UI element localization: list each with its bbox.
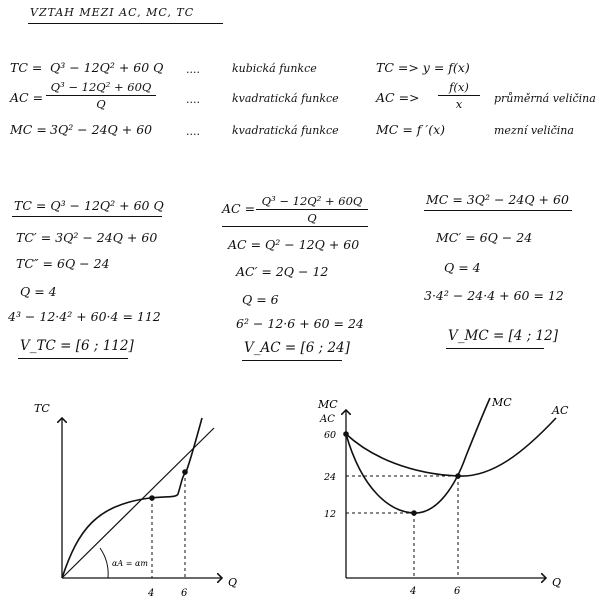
col-tc-line-4: 4³ − 12·4² + 60·4 = 112	[8, 309, 161, 324]
col-ac-line-2: AC′ = 2Q − 12	[236, 264, 329, 279]
graph-mcac-point-60	[343, 431, 349, 437]
graph-tc-angle-arc	[100, 548, 108, 578]
col-ac-line-1: AC = Q² − 12Q + 60	[228, 237, 360, 252]
graph-tc-angle-label: αA = αm	[112, 559, 148, 568]
def-ac-map-denominator: x	[455, 97, 463, 111]
graph-tc-x-label: Q	[228, 576, 238, 589]
graph-mc-ac	[317, 396, 569, 597]
def-ac-desc: kvadratická funkce	[232, 92, 339, 105]
graph-tc	[34, 402, 237, 599]
graph-mcac-x-label: Q	[552, 576, 562, 589]
graph-tc-x-tick-4: 4	[148, 588, 155, 599]
graph-tc-curve	[62, 418, 202, 578]
graph-mcac-y-tick-60: 60	[324, 430, 337, 441]
col-tc-line-2: TC″ = 6Q − 24	[16, 256, 110, 271]
graph-mcac-y-tick-24: 24	[324, 472, 337, 483]
graph-mcac-y-label-ac: AC	[320, 414, 335, 425]
page-title: VZTAH MEZI AC, MC, TC	[30, 6, 195, 19]
graph-mc-curve	[346, 398, 490, 513]
col-tc-head: TC = Q³ − 12Q² + 60 Q	[14, 198, 164, 213]
graph-mcac-y-label-mc: MC	[318, 398, 338, 411]
graph-ac-min-point	[455, 473, 461, 479]
col-mc-line-2: Q = 4	[444, 260, 481, 275]
graph-ac-curve	[346, 418, 556, 476]
def-ac-map-lhs: AC =>	[376, 90, 420, 105]
graph-mcac-x-tick-6: 6	[454, 586, 461, 597]
def-ac-lhs: AC =	[10, 90, 44, 105]
def-ac-dots: ....	[186, 93, 200, 106]
def-tc-map: TC => y = f(x)	[376, 60, 470, 75]
col-ac-head-lhs: AC =	[222, 201, 256, 216]
graph-tc-x-tick-6: 6	[181, 588, 188, 599]
def-mc-formula: 3Q² − 24Q + 60	[50, 122, 153, 137]
col-ac-result: V_AC = [6 ; 24]	[244, 340, 350, 356]
graph-tc-point-tangent	[182, 469, 188, 475]
def-tc-formula: Q³ − 12Q² + 60 Q	[50, 60, 164, 75]
def-mc-lhs: MC =	[10, 122, 47, 137]
graph-tc-point-inflection	[149, 495, 155, 501]
col-tc-line-3: Q = 4	[20, 284, 57, 299]
col-mc-result: V_MC = [4 ; 12]	[448, 328, 558, 344]
graph-mcac-y-tick-12: 12	[324, 509, 337, 520]
graph-tc-y-label: TC	[34, 402, 50, 415]
col-ac-line-3: Q = 6	[242, 292, 279, 307]
def-mc-dots: ....	[186, 125, 200, 138]
def-ac-numerator: Q³ − 12Q² + 60Q	[46, 80, 156, 96]
col-tc-result: V_TC = [6 ; 112]	[20, 338, 134, 354]
col-ac-line-4: 6² − 12·6 + 60 = 24	[236, 316, 364, 331]
col-ac-head-numerator: Q³ − 12Q² + 60Q	[256, 194, 368, 210]
col-mc-line-3: 3·4² − 24·4 + 60 = 12	[424, 288, 564, 303]
graph-mcac-x-tick-4: 4	[410, 586, 417, 597]
def-ac-denominator: Q	[96, 97, 106, 111]
def-tc-desc: kubická funkce	[232, 62, 317, 75]
col-mc-line-1: MC′ = 6Q − 24	[436, 230, 533, 245]
def-mc-map: MC = f ′(x)	[376, 122, 446, 137]
graph-mc-curve-label: MC	[492, 396, 512, 409]
col-mc-head: MC = 3Q² − 24Q + 60	[426, 192, 569, 207]
graph-mc-min-point	[411, 510, 417, 516]
def-mc-extra: mezní veličina	[494, 124, 574, 137]
col-ac-head-denominator: Q	[307, 211, 317, 225]
col-tc-line-1: TC′ = 3Q² − 24Q + 60	[16, 230, 158, 245]
graph-tc-ray	[62, 428, 214, 578]
def-tc-lhs: TC =	[10, 60, 43, 75]
def-mc-desc: kvadratická funkce	[232, 124, 339, 137]
graph-ac-curve-label: AC	[552, 404, 569, 417]
def-ac-map-numerator: f(x)	[438, 80, 480, 96]
def-tc-dots: ....	[186, 63, 200, 76]
def-ac-extra: průměrná veličina	[494, 92, 596, 105]
